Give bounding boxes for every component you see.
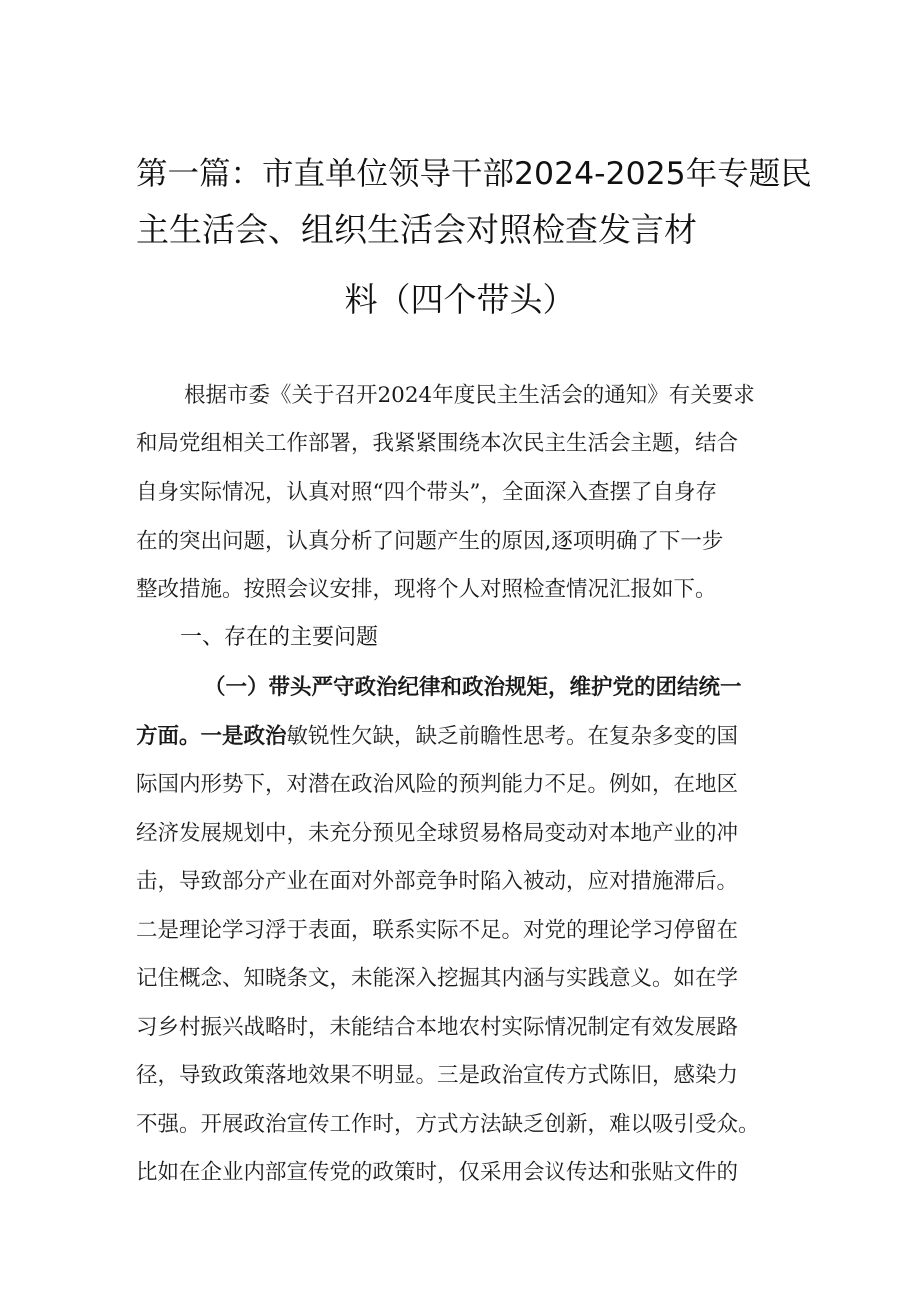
title-line-2: 主生活会、组织生活会对照检查发言材 (136, 210, 697, 249)
title-line-3: 料（四个带头） (344, 280, 576, 319)
paragraph-line-1 (136, 722, 796, 752)
paragraph-line-7: 习乡村振兴战略时，未能结合本地农村实际情况制定有效发展路 (136, 1015, 739, 1040)
paragraph-line-2: 际国内形势下，对潜在政治风险的预判能力不足。例如，在地区 (136, 772, 739, 797)
paragraph-line-10: 比如在企业内部宣传党的政策时，仅采用会议传达和张贴文件的 (136, 1160, 739, 1185)
intro-line-1: 根据市委《关于召开2024年度民主生活会的通知》有关要求 (184, 383, 755, 408)
intro-line-2: 和局党组相关工作部署，我紧紧围绕本次民主生活会主题，结合 (136, 431, 739, 456)
intro-line-4: 在的突出问题，认真分析了问题产生的原因,逐项明确了下一步 (136, 529, 724, 554)
paragraph-line-8: 径，导致政策落地效果不明显。三是政治宣传方式陈旧，感染力 (136, 1063, 739, 1088)
intro-line-5: 整改措施。按照会议安排，现将个人对照检查情况汇报如下。 (136, 577, 717, 602)
paragraph-text: 敏锐性欠缺，缺乏前瞻性思考。在复杂多变的国 (286, 724, 739, 749)
paragraph-line-4: 击，导致部分产业在面对外部竞争时陷入被动，应对措施滞后。 (136, 869, 739, 894)
subsection-heading: （一）带头严守政治纪律和政治规矩，维护党的团结统一 (204, 675, 742, 700)
paragraph-line-5: 二是理论学习浮于表面，联系实际不足。对党的理论学习停留在 (136, 918, 739, 943)
paragraph-line-3: 经济发展规划中，未充分预见全球贸易格局变动对本地产业的冲 (136, 821, 739, 846)
paragraph-line-9: 不强。开展政治宣传工作时，方式方法缺乏创新，难以吸引受众。 (136, 1112, 760, 1137)
subsection-heading-continued: 方面。一是政治 (136, 724, 287, 749)
paragraph-line-6: 记住概念、知晓条文，未能深入挖掘其内涵与实践意义。如在学 (136, 966, 739, 991)
section-heading: 一、存在的主要问题 (180, 625, 379, 650)
title-line-1: 第一篇：市直单位领导干部2024-2025年专题民 (136, 156, 812, 192)
intro-line-3: 自身实际情况，认真对照“四个带头”，全面深入查摆了自身存 (136, 480, 717, 505)
